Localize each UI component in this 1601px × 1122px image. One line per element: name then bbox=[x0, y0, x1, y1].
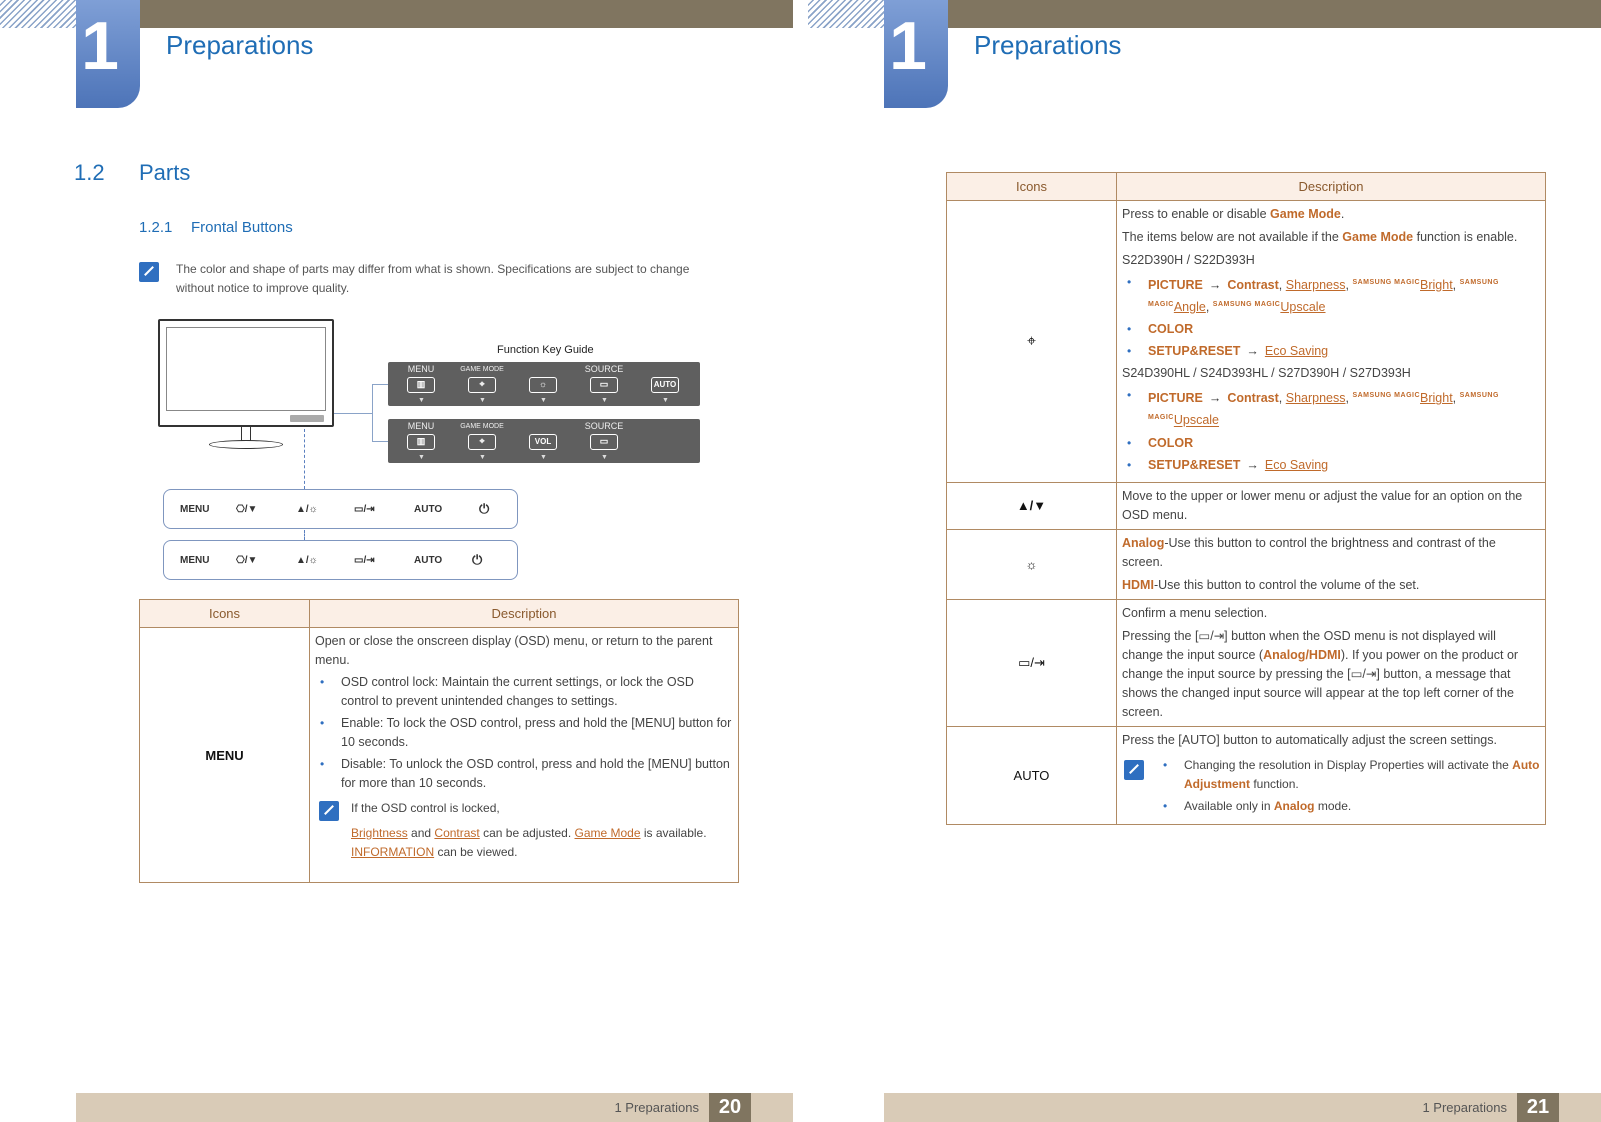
header-hatch bbox=[0, 0, 78, 28]
strip-source: ▭/⇥ bbox=[354, 555, 375, 566]
game-mode-term: Game Mode bbox=[1270, 207, 1341, 221]
arrow-icon: → bbox=[1208, 278, 1222, 293]
text: function. bbox=[1250, 776, 1299, 791]
up-down-icon: ▲/▼ bbox=[1016, 498, 1047, 514]
picture-item-1: • PICTURE → Contrast, Sharpness, $^{SAMSUNG MAGIC}$Bright, $^{SAMSUNG MAGIC}$Angle, $^{SAMSUNG MAGIC}$Upscale bbox=[1122, 273, 1540, 317]
chapter-title: Preparations bbox=[166, 30, 314, 60]
sun-icon-cell bbox=[947, 529, 1117, 599]
text: function is enable. bbox=[1413, 230, 1518, 244]
subsection-title: Frontal Buttons bbox=[191, 219, 293, 236]
dashed-connector bbox=[304, 429, 305, 489]
color-term: COLOR bbox=[1148, 435, 1194, 450]
monitor-stand-base bbox=[209, 440, 283, 449]
slash: / bbox=[1305, 647, 1309, 662]
updown-description: Move to the upper or lower menu or adjust the value for an option on the OSD menu. bbox=[1117, 482, 1546, 529]
picture-item-2: • PICTURE → Contrast, Sharpness, $^{SAMSUNG MAGIC}$Bright, $^{SAMSUNG MAGIC}$Upscale bbox=[1122, 386, 1540, 430]
picture-term: PICTURE bbox=[1148, 278, 1203, 293]
strip-game-down: ⎔/▼ bbox=[236, 555, 258, 566]
osd-lock-note bbox=[315, 799, 733, 862]
down-arrow-icon: ▼ bbox=[540, 454, 547, 461]
analog-term: Analog bbox=[1122, 535, 1165, 550]
chapter-tab bbox=[76, 0, 140, 108]
footer-bar bbox=[76, 1093, 793, 1122]
menu-icon: ▥ bbox=[407, 434, 435, 450]
note-line-3 bbox=[351, 843, 733, 862]
fk-brightness-key bbox=[518, 362, 568, 406]
button-strip-2 bbox=[163, 540, 518, 580]
strip-game-down: ⎔/▼ bbox=[236, 504, 258, 515]
page-number: 21 bbox=[1517, 1093, 1559, 1122]
source-icon: ▭/⇥ bbox=[1018, 655, 1045, 671]
icons-table-left bbox=[139, 599, 739, 883]
text: ). If you power on the product or change the input source by pressing the [▭/⇥] button, a message that shows the changed input source will appear at the top left corner of the screen. bbox=[1122, 647, 1519, 719]
page-20 bbox=[0, 0, 793, 1122]
magic-bright-link[interactable]: Bright bbox=[1420, 278, 1453, 293]
eco-saving-link[interactable]: Eco Saving bbox=[1264, 344, 1329, 359]
color-item-2 bbox=[1122, 434, 1540, 453]
source-icon-cell bbox=[947, 599, 1117, 726]
note-text: can be adjusted. bbox=[479, 826, 575, 840]
down-arrow-icon: ▼ bbox=[479, 397, 486, 404]
source-icon: ▭ bbox=[590, 434, 618, 450]
header-bar bbox=[78, 0, 793, 28]
analog-line bbox=[1122, 534, 1540, 572]
down-arrow-icon: ▼ bbox=[601, 454, 608, 461]
sharpness-link[interactable]: Sharpness bbox=[1285, 391, 1346, 406]
dashed-connector bbox=[304, 530, 305, 540]
arrow-icon: → bbox=[1208, 391, 1222, 406]
information-link[interactable]: INFORMATION bbox=[351, 845, 435, 859]
enable-item: • Enable: To lock the OSD control, press and hold the [MENU] button for 10 seconds. bbox=[315, 714, 733, 752]
auto-note-item-2 bbox=[1158, 797, 1540, 816]
footer-label: 1 Preparations bbox=[1422, 1100, 1507, 1115]
chapter-number: 1 bbox=[889, 8, 927, 84]
sun-description bbox=[1117, 529, 1546, 599]
magic-logo: SAMSUNG MAGIC bbox=[1352, 279, 1421, 286]
fk-game-key bbox=[457, 419, 507, 463]
monitor-illustration bbox=[158, 319, 334, 427]
fk-key-label: SOURCE bbox=[584, 364, 624, 374]
function-key-panel-2 bbox=[388, 419, 700, 463]
color-item-1 bbox=[1122, 320, 1540, 339]
strip-up-brightness: ▲/☼ bbox=[296, 555, 318, 566]
auto-note bbox=[1122, 756, 1540, 816]
chapter-title: Preparations bbox=[974, 30, 1122, 60]
section-title: Parts bbox=[139, 160, 191, 185]
hdmi-term: HDMI bbox=[1308, 647, 1341, 662]
source-paragraph bbox=[1122, 627, 1540, 722]
connector-line bbox=[372, 384, 373, 442]
text: Changing the resolution in Display Properties will activate the bbox=[1184, 757, 1513, 772]
note-icon bbox=[1124, 760, 1144, 780]
menu-label: MENU bbox=[205, 747, 244, 763]
fk-key-label: MENU bbox=[407, 421, 435, 431]
magic-upscale-link[interactable]: Upscale bbox=[1173, 413, 1220, 428]
strip-source: ▭/⇥ bbox=[354, 504, 375, 515]
confirm-line: Confirm a menu selection. bbox=[1122, 605, 1268, 620]
fk-menu-key bbox=[396, 362, 446, 406]
note-icon bbox=[319, 801, 339, 821]
function-key-panel-1 bbox=[388, 362, 700, 406]
contrast-link[interactable]: Contrast bbox=[434, 826, 480, 840]
fk-source-key bbox=[579, 419, 629, 463]
strip-auto: AUTO bbox=[414, 504, 443, 515]
magic-logo: SAMSUNG MAGIC bbox=[1212, 301, 1281, 309]
power-icon: ⏻ bbox=[479, 501, 490, 516]
header-bar bbox=[886, 0, 1601, 28]
note-text: and bbox=[407, 826, 435, 840]
setup-item-1 bbox=[1122, 342, 1540, 361]
section-number: 1.2 bbox=[74, 160, 105, 185]
game-p1 bbox=[1122, 205, 1540, 224]
function-key-guide-title: Function Key Guide bbox=[497, 344, 594, 356]
strip-menu: MENU bbox=[180, 504, 210, 515]
game-p2 bbox=[1122, 228, 1540, 247]
fk-key-label: MENU bbox=[407, 364, 435, 374]
down-arrow-icon: ▼ bbox=[540, 397, 547, 404]
down-arrow-icon: ▼ bbox=[662, 397, 669, 404]
magic-logo: SAMSUNG MAGIC bbox=[1148, 279, 1499, 309]
game-icon-cell bbox=[947, 201, 1117, 483]
fk-menu-key bbox=[396, 419, 446, 463]
note-text: can be viewed. bbox=[434, 845, 518, 859]
picture-term: PICTURE bbox=[1148, 391, 1203, 406]
magic-angle-link[interactable]: Angle bbox=[1173, 300, 1206, 315]
menu-icon: ▥ bbox=[407, 377, 435, 393]
analog-term: Analog bbox=[1273, 798, 1315, 813]
gamepad-icon: ⌖ bbox=[1026, 332, 1036, 350]
page-number: 20 bbox=[709, 1093, 751, 1122]
brightness-icon: ☼ bbox=[1025, 556, 1038, 572]
icons-table-right bbox=[946, 172, 1546, 825]
arrow-icon: → bbox=[1246, 457, 1259, 472]
game-mode-term: Game Mode bbox=[1342, 230, 1414, 244]
button-strip-1 bbox=[163, 489, 518, 529]
text: mode. bbox=[1314, 798, 1352, 813]
menu-description bbox=[310, 628, 739, 883]
contrast-term: Contrast bbox=[1227, 391, 1279, 406]
note-line-1: If the OSD control is locked, bbox=[351, 801, 500, 815]
contrast-term: Contrast bbox=[1227, 278, 1279, 293]
model-group-1: S22D390H / S22D393H bbox=[1122, 253, 1255, 267]
updown-icon-cell bbox=[947, 482, 1117, 529]
connector-line bbox=[372, 441, 388, 442]
text: The items below are not available if the bbox=[1122, 230, 1343, 244]
connector-line bbox=[334, 413, 372, 414]
strip-auto: AUTO bbox=[414, 555, 443, 566]
magic-bright-link[interactable]: Bright bbox=[1420, 391, 1453, 406]
auto-line: Press the [AUTO] button to automatically adjust the screen settings. bbox=[1122, 732, 1497, 747]
osd-lock-item: • OSD control lock: Maintain the current settings, or lock the OSD control to prevent unintended changes to settings. bbox=[315, 673, 733, 711]
hdmi-term: HDMI bbox=[1122, 577, 1154, 592]
down-arrow-icon: ▼ bbox=[479, 454, 486, 461]
source-description bbox=[1117, 599, 1546, 726]
setup-term: SETUP&RESET bbox=[1148, 344, 1241, 359]
arrow-icon: → bbox=[1246, 344, 1259, 359]
setup-term: SETUP&RESET bbox=[1148, 457, 1241, 472]
gamepad-icon: ⌖ bbox=[468, 434, 496, 450]
fk-vol-key bbox=[518, 419, 568, 463]
auto-icon-cell bbox=[947, 726, 1117, 824]
text: Pressing the [▭/⇥] button when the OSD menu is not displayed will change the input source ( bbox=[1122, 628, 1496, 662]
fk-key-label: SOURCE bbox=[584, 421, 624, 431]
setup-item-2 bbox=[1122, 456, 1540, 475]
fk-key-label: GAME MODE bbox=[460, 423, 504, 430]
auto-note-item-1 bbox=[1158, 756, 1540, 794]
auto-label: AUTO bbox=[651, 377, 679, 393]
header-hatch bbox=[808, 0, 886, 28]
footer-label: 1 Preparations bbox=[614, 1100, 699, 1115]
text: Press to enable or disable bbox=[1122, 207, 1271, 221]
down-arrow-icon: ▼ bbox=[418, 397, 425, 404]
col-header-icons: Icons bbox=[140, 600, 310, 628]
fk-key-label: GAME MODE bbox=[460, 366, 504, 373]
col-header-icons: Icons bbox=[947, 173, 1117, 201]
vol-label: VOL bbox=[529, 434, 557, 450]
down-arrow-icon: ▼ bbox=[601, 397, 608, 404]
auto-label: AUTO bbox=[1013, 767, 1050, 783]
analog-term: Analog bbox=[1263, 647, 1306, 662]
note-line-2 bbox=[351, 824, 733, 843]
hdmi-line bbox=[1122, 576, 1540, 595]
brightness-icon: ☼ bbox=[529, 377, 557, 393]
monitor-buttons bbox=[290, 415, 324, 422]
brightness-link[interactable]: Brightness bbox=[351, 826, 408, 840]
col-header-description: Description bbox=[1117, 173, 1546, 201]
strip-up-brightness: ▲/☼ bbox=[296, 504, 318, 515]
connector-line bbox=[372, 384, 388, 385]
text: Available only in bbox=[1184, 798, 1274, 813]
page-21 bbox=[808, 0, 1601, 1122]
chapter-tab bbox=[884, 0, 948, 108]
power-icon: ⏻ bbox=[472, 552, 483, 567]
menu-icon-cell bbox=[140, 628, 310, 883]
down-arrow-icon: ▼ bbox=[418, 454, 425, 461]
text: -Use this button to control the brightness and contrast of the screen. bbox=[1122, 535, 1496, 569]
magic-upscale-link[interactable]: Upscale bbox=[1280, 300, 1326, 315]
monitor-screen bbox=[166, 327, 326, 411]
fk-game-key bbox=[457, 362, 507, 406]
menu-intro: Open or close the onscreen display (OSD) menu, or return to the parent menu. bbox=[315, 634, 713, 667]
strip-menu: MENU bbox=[180, 555, 210, 566]
model-group-2: S24D390HL / S24D393HL / S27D390H / S27D393H bbox=[1122, 366, 1411, 381]
text: -Use this button to control the volume of the set. bbox=[1153, 577, 1420, 592]
magic-logo: SAMSUNG MAGIC bbox=[1148, 392, 1499, 422]
footer-bar bbox=[884, 1093, 1601, 1122]
eco-saving-link[interactable]: Eco Saving bbox=[1264, 457, 1329, 472]
text: . bbox=[1340, 207, 1345, 221]
fk-auto-key bbox=[640, 362, 690, 406]
gamepad-icon: ⌖ bbox=[468, 377, 496, 393]
note-text: is available. bbox=[640, 826, 707, 840]
game-mode-link[interactable]: Game Mode bbox=[574, 826, 641, 840]
col-header-description: Description bbox=[310, 600, 739, 628]
chapter-number: 1 bbox=[81, 8, 119, 84]
disable-item: • Disable: To unlock the OSD control, press and hold the [MENU] button for more than 10 seconds. bbox=[315, 755, 733, 793]
magic-logo: SAMSUNG MAGIC bbox=[1352, 392, 1421, 400]
monitor-stand-neck bbox=[241, 427, 251, 441]
fk-source-key bbox=[579, 362, 629, 406]
sharpness-link[interactable]: Sharpness bbox=[1285, 278, 1346, 293]
source-icon: ▭ bbox=[590, 377, 618, 393]
note-icon bbox=[139, 262, 159, 282]
auto-description bbox=[1117, 726, 1546, 824]
color-term: COLOR bbox=[1148, 322, 1194, 337]
note-text: The color and shape of parts may differ from what is shown. Specifications are subject to change without notice to improve quality. bbox=[176, 262, 690, 295]
subsection-number: 1.2.1 bbox=[139, 219, 173, 236]
auto-adjustment-term: Auto Adjustment bbox=[1184, 757, 1540, 791]
game-description bbox=[1117, 201, 1546, 483]
